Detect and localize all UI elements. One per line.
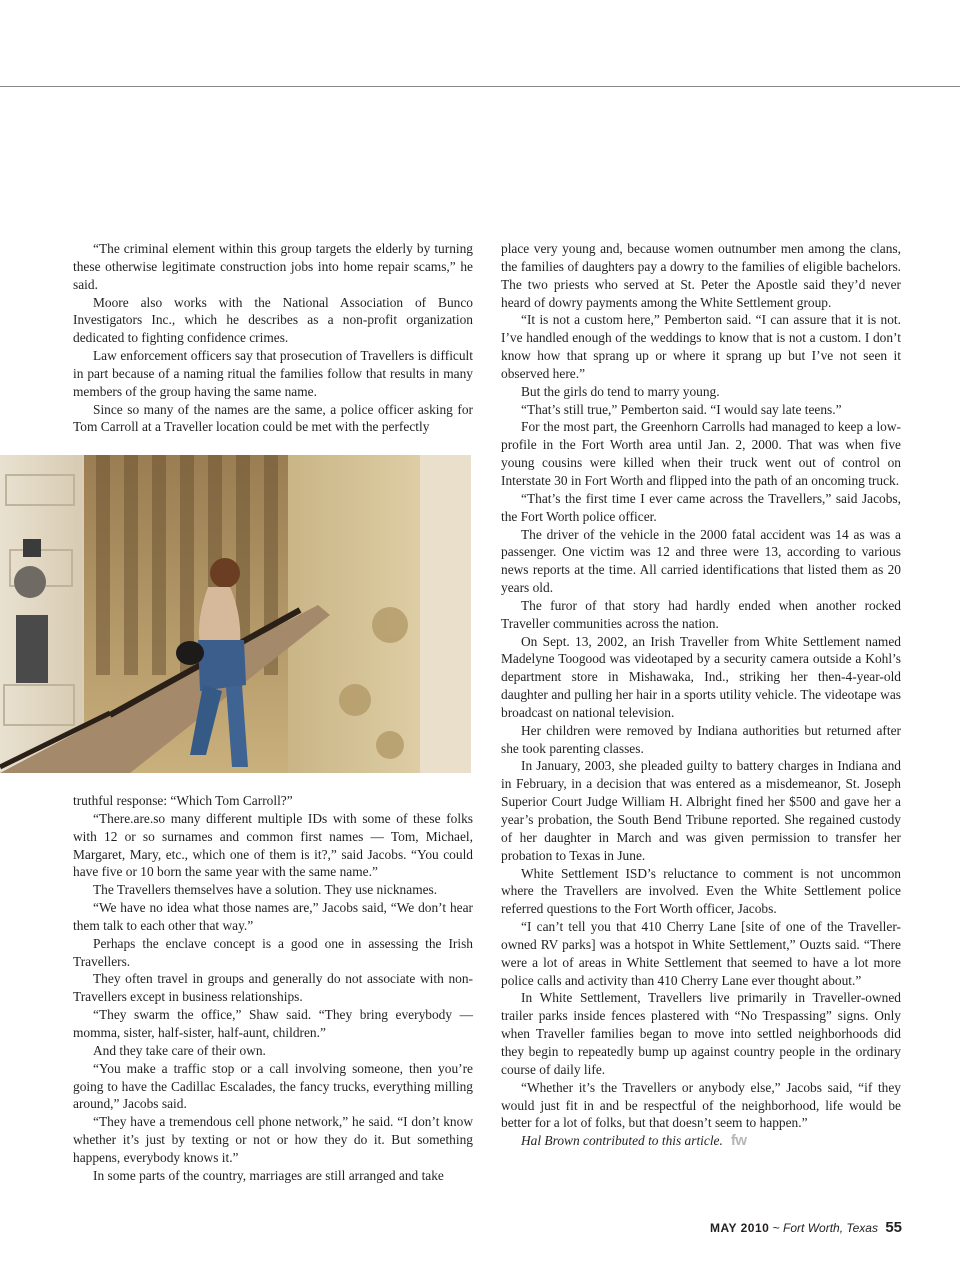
church-stairs-photo — [0, 455, 471, 773]
paragraph: “You make a traffic stop or a call involving someone, then you’re going to have the Cadillac Escalades, the fancy trucks, everything milling around,” Jacobs said. — [73, 1060, 473, 1112]
footer-city: Fort Worth, Texas — [783, 1221, 878, 1235]
paragraph: Since so many of the names are the same, a police officer asking for Tom Carroll at a Traveller location could be met with the perfectly — [73, 401, 473, 435]
paragraph: place very young and, because women outnumber men among the clans, the families of daughters pay a dowry to the families of eligible bachelors. The two priests who served at St. Peter the Apostle said they’d never heard of dowry payments among the White Settlement group. — [501, 241, 901, 310]
paragraph: Perhaps the enclave concept is a good one in assessing the Irish Travellers. — [73, 935, 473, 969]
paragraph: “There.are.so many different multiple IDs with some of these folks with 12 or so surnames and common first names — Tom, Michael, Margaret, Mary, etc., which one of them is it?,” said Jacobs. “You could have five or 10 born the same year with the same name.” — [73, 810, 473, 880]
paragraph: “Whether it’s the Travellers or anybody else,” Jacobs said, “if they would just fit in and be respectful of the neighborhood, life would be better for a lot of folks, but that doesn’t seem to happen.” — [501, 1079, 901, 1131]
article-column-left-bottom — [73, 792, 473, 1185]
credit-line — [501, 1132, 901, 1150]
paragraph: “That’s the first time I ever came across the Travellers,” said Jacobs, the Fort Worth police officer. — [501, 490, 901, 524]
paragraph: The driver of the vehicle in the 2000 fatal accident was 14 as was a passenger. One victim was 12 and three were 13, according to various news reports at the time. All carried identifications that listed them as 20 years old. — [501, 526, 901, 596]
article-column-left-top — [73, 240, 473, 436]
paragraph: White Settlement ISD’s reluctance to comment is not uncommon where the Travellers are involved. Even the White Settlement police referred questions to the Fort Worth officer, Jacobs. — [501, 865, 901, 917]
paragraph: For the most part, the Greenhorn Carrolls had managed to keep a low-profile in the Fort Worth area until Jan. 2, 2000. That was when five young cousins were killed when their truck went out of control on Interstate 30 in Fort Worth and flipped into the path of an oncoming truck. — [501, 419, 901, 488]
top-rule — [0, 86, 960, 87]
paragraph: On Sept. 13, 2002, an Irish Traveller from White Settlement named Madelyne Toogood was videotaped by a security camera outside a Kohl’s department store in Mishawaka, Ind., striking her then-4-year-old daughter and pulling her hair in a sports utility vehicle. The videotape was broadcast on national television. — [501, 633, 901, 720]
paragraph: But the girls do tend to marry young. — [521, 383, 720, 399]
paragraph: “I can’t tell you that 410 Cherry Lane [site of one of the Traveller-owned RV parks] was a hotspot in White Settlement,” Ouzts said. “There were a lot of areas in White Settlement that seemed to have a lot more police calls and activity than 410 Cherry Lane ever thought about.” — [501, 919, 901, 988]
paragraph: Law enforcement officers say that prosecution of Travellers is difficult in part because of a naming ritual the families follow that results in many members of the group having the same name. — [73, 348, 473, 399]
paragraph: The furor of that story had hardly ended when another rocked Traveller communities across the nation. — [501, 597, 901, 631]
paragraph: In January, 2003, she pleaded guilty to battery charges in Indiana and in February, in a decision that was entered as a misdemeanor, St. Joseph Superior Court Judge William H. Albright fined her $500 and gave her a year’s probation, the South Bend Tribune reported. She regained custody of her daughter in March and was given permission to transfer her probation to Texas in June. — [501, 758, 901, 863]
paragraph: truthful response: “Which Tom Carroll?” — [73, 793, 293, 808]
end-mark-logo: fw — [730, 1132, 747, 1150]
footer-month: MAY 2010 — [709, 1221, 770, 1235]
paragraph: And they take care of their own. — [93, 1042, 266, 1058]
page-footer — [710, 1219, 902, 1236]
paragraph: The Travellers themselves have a solution. They use nicknames. — [93, 882, 438, 898]
article-column-right — [501, 240, 901, 1150]
article-credit: Hal Brown contributed to this article. — [521, 1133, 723, 1149]
paragraph: They often travel in groups and generally do not associate with non-Travellers except in business relationships. — [73, 971, 473, 1005]
paragraph: “The criminal element within this group targets the elderly by turning these otherwise legitimate construction jobs into home repair scams,” he said. — [73, 241, 473, 292]
paragraph: “They swarm the office,” Shaw said. “They bring everybody — momma, sister, half-sister, half-aunt, children.” — [73, 1007, 473, 1040]
paragraph: In White Settlement, Travellers live primarily in Traveller-owned trailer parks inside fences plastered with “No Trespassing” signs. Only when Traveller families began to move into settled neighborhoods did they begin to repeatedly bump up against country people in the ordinary course of daily life. — [501, 990, 901, 1077]
paragraph: “They have a tremendous cell phone network,” he said. “I don’t know whether it’s just by texting or not or how they do it. But something happens, everybody knows it.” — [73, 1114, 473, 1165]
paragraph: “We have no idea what those names are,” Jacobs said, “We don’t hear them talk to each other that way.” — [73, 900, 473, 933]
paragraph: Moore also works with the National Association of Bunco Investigators Inc., which he describes as a non-profit organization dedicated to fighting confidence crimes. — [73, 294, 473, 346]
paragraph: “That’s still true,” Pemberton said. “I would say late teens.” — [521, 401, 842, 417]
footer-separator: ~ — [772, 1221, 780, 1235]
paragraph: In some parts of the country, marriages are still arranged and take — [93, 1167, 444, 1183]
paragraph: Her children were removed by Indiana authorities but returned after she took parenting classes. — [501, 722, 901, 756]
paragraph: “It is not a custom here,” Pemberton said. “I can assure that it is not. I’ve handled enough of the weddings to know that is not a custom. I don’t know how that sprang up or where it sprang up but I’ve not seen it observed here.” — [501, 312, 901, 381]
page-number: 55 — [885, 1219, 902, 1236]
